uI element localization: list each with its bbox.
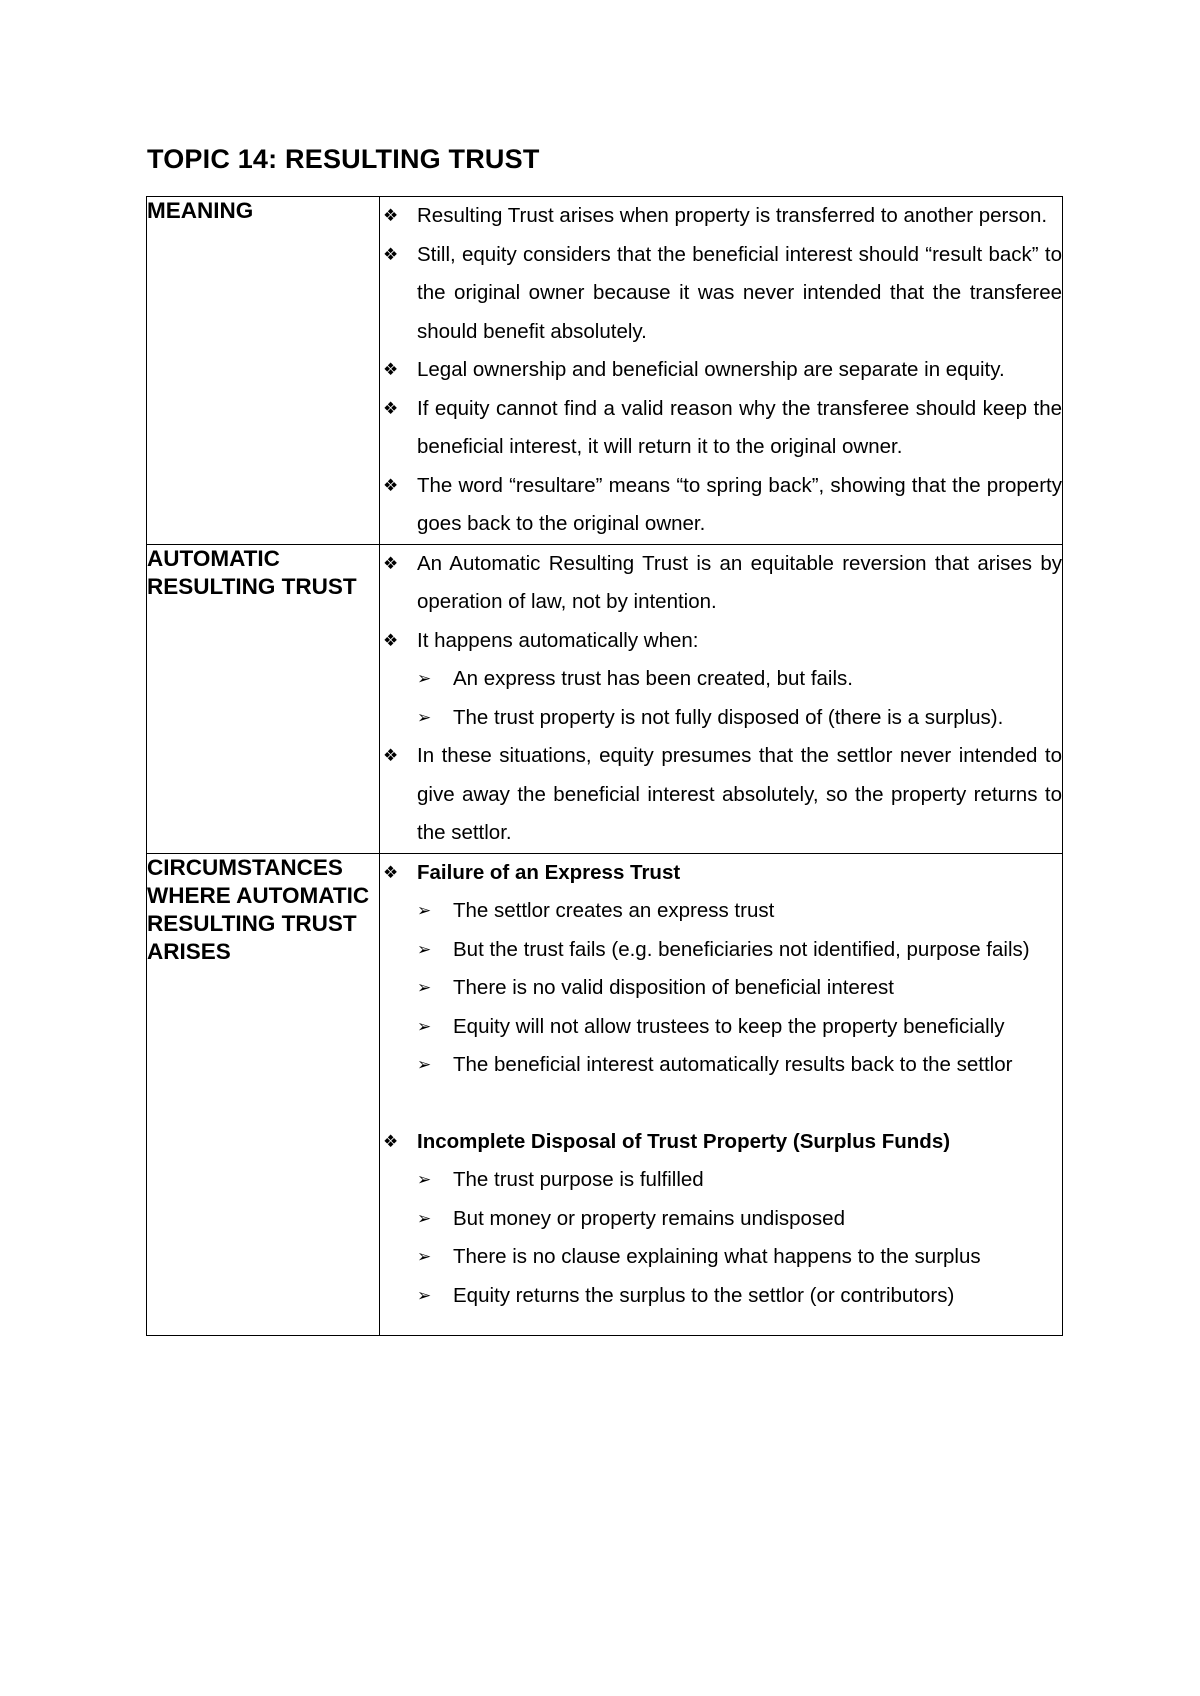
diamond-bullet-icon: ❖	[383, 475, 399, 495]
bullet-item: ❖ If equity cannot find a valid reason why the transferee should keep the beneficial interest, it will return it to the original owner.	[380, 390, 1062, 467]
diamond-bullet-icon: ❖	[383, 206, 399, 225]
bullet-item	[380, 1123, 1062, 1316]
arrowhead-bullet-icon: ➢	[417, 1208, 432, 1228]
sub-bullet-item: ➢ There is no clause explaining what happens to the surplus	[417, 1238, 1062, 1277]
bullet-item	[380, 854, 1062, 1085]
bullet-item: ❖ Still, equity considers that the beneficial interest should “result back” to the original owner because it was never intended that the transferee should benefit absolutely.	[380, 236, 1062, 352]
bullet-item: ❖ An Automatic Resulting Trust is an equitable reversion that arises by operation of law, not by intention.	[380, 545, 1062, 622]
diamond-bullet-icon: ❖	[383, 398, 399, 418]
page-title: TOPIC 14: RESULTING TRUST	[147, 144, 540, 174]
diamond-bullet-icon: ❖	[383, 553, 399, 573]
row-label: MEANING	[147, 197, 380, 545]
diamond-bullet-icon: ❖	[383, 244, 399, 264]
row-label: AUTOMATIC RESULTING TRUST	[147, 544, 380, 853]
section-heading: Failure of an Express Trust	[417, 860, 681, 884]
diamond-bullet-icon: ❖	[383, 746, 399, 765]
sub-bullet-item: ➢ The beneficial interest automatically results back to the settlor	[417, 1046, 1062, 1085]
sub-bullet-item: ➢ The trust property is not fully disposed of (there is a surplus).	[417, 699, 1062, 738]
sub-bullet-item: ➢ Equity returns the surplus to the settlor (or contributors)	[417, 1277, 1062, 1316]
diamond-bullet-icon: ❖	[383, 862, 399, 882]
arrowhead-bullet-icon: ➢	[417, 1247, 432, 1266]
table-row-meaning	[147, 197, 1063, 545]
sub-bullet-item: ➢ The trust purpose is fulfilled	[417, 1161, 1062, 1200]
diamond-bullet-icon: ❖	[383, 360, 399, 379]
bullet-item: ❖ Legal ownership and beneficial ownership are separate in equity.	[380, 351, 1062, 390]
row-content	[380, 853, 1063, 1336]
arrowhead-bullet-icon: ➢	[417, 707, 432, 727]
diamond-bullet-icon: ❖	[383, 1131, 399, 1151]
arrowhead-bullet-icon: ➢	[417, 901, 432, 920]
section-spacer	[380, 1085, 1062, 1123]
arrowhead-bullet-icon: ➢	[417, 1055, 432, 1074]
section-heading: Incomplete Disposal of Trust Property (Surplus Funds)	[417, 1129, 951, 1153]
bullet-item: ❖ Resulting Trust arises when property is transferred to another person.	[380, 197, 1062, 236]
sub-bullet-item: ➢ But money or property remains undisposed	[417, 1200, 1062, 1239]
row-label: CIRCUMSTANCES WHERE AUTOMATIC RESULTING TRUST ARISES	[147, 853, 380, 1336]
sub-bullet-item: ➢ An express trust has been created, but fails.	[417, 660, 1062, 699]
table-row-circumstances	[147, 853, 1063, 1336]
diamond-bullet-icon: ❖	[383, 630, 399, 650]
arrowhead-bullet-icon: ➢	[417, 939, 432, 959]
sub-bullet-item: ➢ But the trust fails (e.g. beneficiaries not identified, purpose fails)	[417, 931, 1062, 970]
arrowhead-bullet-icon: ➢	[417, 1285, 432, 1305]
sub-bullet-item: ➢ There is no valid disposition of beneficial interest	[417, 969, 1062, 1008]
arrowhead-bullet-icon: ➢	[417, 1016, 432, 1036]
bullet-item: ❖ The word “resultare” means “to spring back”, showing that the property goes back to the original owner.	[380, 467, 1062, 544]
topic-table	[146, 196, 1063, 1336]
bullet-item: ❖ It happens automatically when: ➢ An express trust has been created, but fails. ➢ The trust property is not fully disposed of (there is a surplus).	[380, 622, 1062, 738]
arrowhead-bullet-icon: ➢	[417, 669, 432, 688]
sub-bullet-item: ➢ The settlor creates an express trust	[417, 892, 1062, 931]
sub-bullet-item: ➢ Equity will not allow trustees to keep the property beneficially	[417, 1008, 1062, 1047]
row-content	[380, 197, 1063, 545]
row-content	[380, 544, 1063, 853]
table-row-automatic	[147, 544, 1063, 853]
arrowhead-bullet-icon: ➢	[417, 978, 432, 997]
bullet-item: ❖ In these situations, equity presumes that the settlor never intended to give away the beneficial interest absolutely, so the property returns to the settlor.	[380, 737, 1062, 853]
arrowhead-bullet-icon: ➢	[417, 1170, 432, 1189]
